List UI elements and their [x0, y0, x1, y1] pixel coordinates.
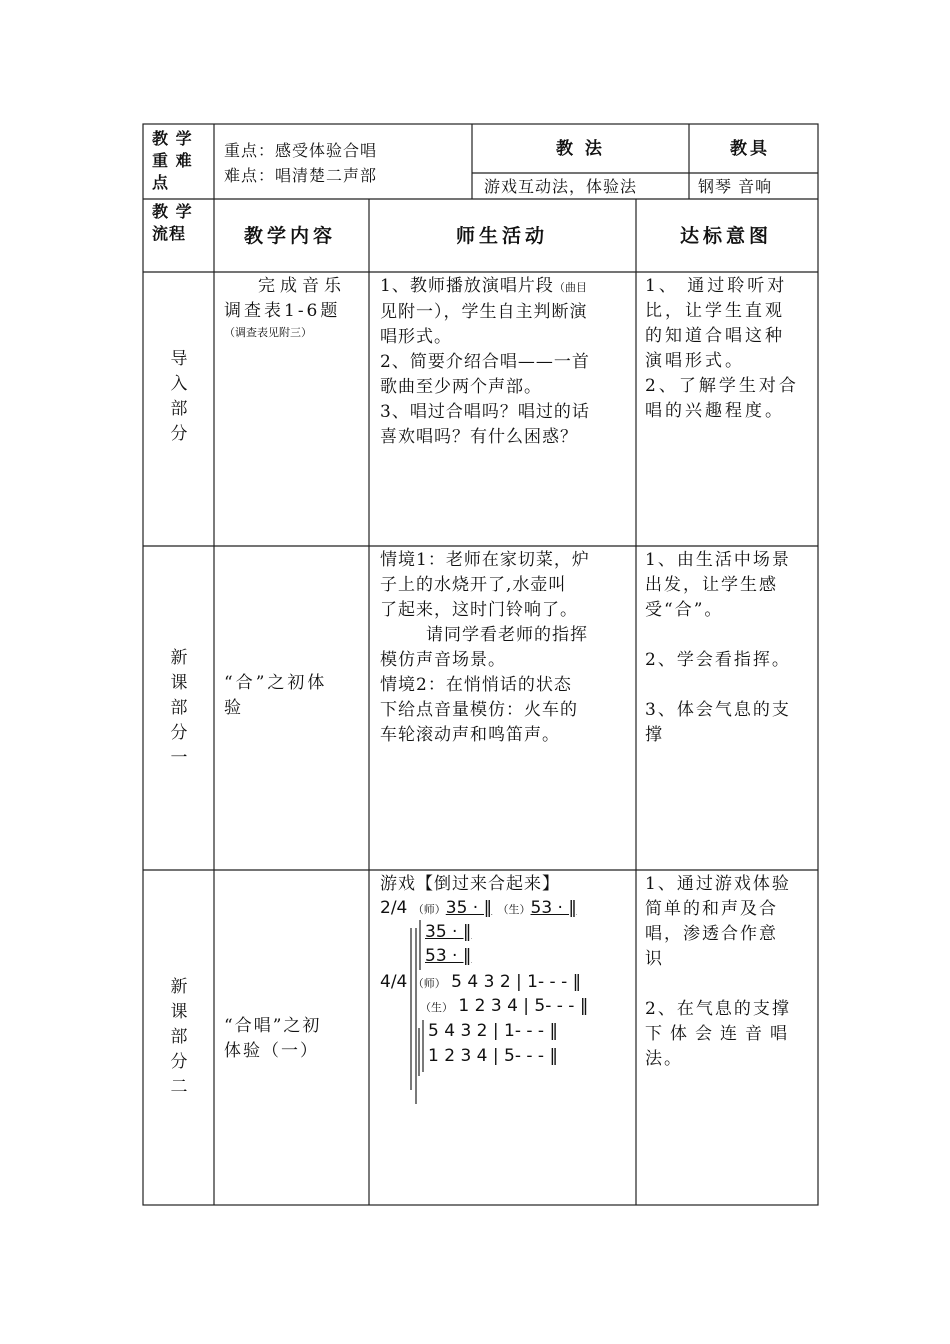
intent-line: 演唱形式。 [645, 351, 745, 371]
activity-line: 了起来，这时门铃响了。 [380, 600, 578, 620]
intent-new-one [645, 548, 815, 748]
content-intro [224, 274, 364, 342]
notation-line-2: 35 · ‖ [425, 922, 472, 942]
content-line: 体验（一） [224, 1041, 319, 1061]
intent-line: 唱的兴趣程度。 [645, 401, 785, 421]
teacher-mark: （师） [412, 903, 446, 916]
intent-line: 2、学会看指挥。 [645, 650, 791, 670]
activity-line: 车轮滚动声和鸣笛声。 [380, 725, 560, 745]
intent-line: 比，让学生直观 [645, 301, 785, 321]
tools-label: 教具 [730, 139, 770, 159]
activity-text: 1、教师播放演唱片段 [380, 276, 554, 296]
activity-line: 情境2：在悄悄话的状态 [380, 675, 572, 695]
stage-new-two [167, 975, 191, 1100]
activity-line: 喜欢唱吗？有什么困惑？ [380, 427, 578, 447]
notes: 5 4 3 2 | 1- - - ‖ [451, 972, 582, 992]
content-line: “合唱”之初 [224, 1016, 322, 1036]
intent-line: 识 [645, 949, 664, 969]
teach-difficulty-label [152, 128, 208, 194]
stage-char: 部 [170, 1027, 188, 1047]
intent-intro [645, 274, 815, 424]
label-line: 点 [152, 173, 170, 192]
activity-line: 见附一），学生自主判断演 [380, 302, 588, 322]
activity-intro [380, 274, 630, 450]
activity-line: 模仿声音场景。 [380, 650, 506, 670]
notation-line-6: 5 4 3 2 | 1- - - ‖ [428, 1021, 558, 1041]
stage-char: 部 [170, 399, 188, 419]
intent-new-two [645, 872, 815, 1072]
student-mark: （生） [497, 903, 531, 916]
stage-char: 导 [170, 349, 188, 369]
intent-line [645, 673, 815, 698]
key-point: 重点：感受体验合唱 [224, 141, 378, 160]
notes: 35 · ‖ [445, 898, 493, 918]
stage-char: 课 [170, 673, 188, 693]
stage-char: 分 [170, 1052, 188, 1072]
stage-char: 分 [170, 424, 188, 444]
activity-line: 歌曲至少两个声部。 [380, 377, 542, 397]
stage-new-one [167, 646, 191, 771]
intent-line: 下体会连音唱 [645, 1024, 795, 1044]
intent-line: 1、 通过聆听对 [645, 276, 788, 296]
student-mark: （生） [420, 1001, 453, 1014]
intent-line: 2、了解学生对合 [645, 376, 799, 396]
content-line: 调查表1-6题 [224, 301, 341, 321]
intent-line: 1、由生活中场景 [645, 550, 791, 570]
activity-line: 2、简要介绍合唱——一首 [380, 352, 590, 372]
stage-char: 分 [170, 723, 188, 743]
content-line: 完成音乐 [258, 276, 346, 296]
stage-intro [167, 347, 191, 447]
activity-line: 情境1：老师在家切菜，炉 [380, 550, 590, 570]
notes: 1 2 3 4 | 5- - - ‖ [458, 996, 589, 1016]
content-line: “合”之初体 [224, 673, 328, 693]
label-line: 教 学 [152, 129, 193, 148]
stage-char: 课 [170, 1002, 188, 1022]
stage-char: 部 [170, 698, 188, 718]
intent-header: 达标意图 [680, 225, 773, 247]
meter: 4/4 [380, 972, 408, 992]
activity-line: 唱形式。 [380, 327, 452, 347]
stage-char: 一 [170, 748, 188, 768]
notation-line-7: 1 2 3 4 | 5- - - ‖ [428, 1046, 558, 1066]
meter: 2/4 [380, 898, 408, 918]
intent-line: 简单的和声及合 [645, 899, 778, 919]
content-line: 验 [224, 698, 244, 718]
activity-line [380, 274, 630, 300]
process-label [152, 201, 210, 245]
intent-line [645, 623, 815, 648]
game-title: 游戏【倒过来合起来】 [380, 874, 560, 894]
notes: 53 · ‖ [530, 898, 577, 918]
label-line: 重 难 [152, 151, 193, 170]
activity-line: 下给点音量模仿：火车的 [380, 700, 578, 720]
activity-header: 师生活动 [456, 225, 549, 247]
content-note: （调查表见附三） [224, 326, 312, 339]
notation-line-1 [380, 897, 577, 921]
intent-line: 撑 [645, 725, 664, 745]
content-header: 教学内容 [244, 225, 337, 247]
intent-line: 受“合”。 [645, 600, 724, 620]
content-new-one [224, 671, 364, 721]
intent-line [645, 972, 815, 997]
stage-char: 二 [170, 1077, 188, 1097]
teacher-mark: （师） [412, 977, 446, 990]
intent-line: 的知道合唱这种 [645, 326, 785, 346]
method-value: 游戏互动法，体验法 [484, 177, 638, 196]
intent-line: 1、通过游戏体验 [645, 874, 791, 894]
activity-new-one [380, 548, 632, 748]
notation-line-3: 53 · ‖ [425, 946, 472, 966]
stage-char: 新 [170, 648, 188, 668]
method-label: 教 法 [556, 139, 605, 159]
notation-line-4 [380, 971, 581, 995]
intent-line: 唱，渗透合作意 [645, 924, 778, 944]
label-line: 教 学 [152, 202, 193, 221]
activity-line: 3、唱过合唱吗？唱过的话 [380, 402, 590, 422]
activity-note: （曲目 [553, 281, 587, 294]
content-new-two [224, 1014, 364, 1064]
stage-char: 入 [170, 374, 188, 394]
difficult-point: 难点：唱清楚二声部 [224, 166, 378, 185]
stage-char: 新 [170, 977, 188, 997]
intent-line: 3、体会气息的支 [645, 700, 791, 720]
activity-line: 请同学看老师的指挥 [426, 625, 588, 645]
intent-line: 出发，让学生感 [645, 575, 778, 595]
intent-line: 法。 [645, 1049, 683, 1069]
intent-line: 2、在气息的支撑 [645, 999, 791, 1019]
label-line: 流程 [152, 224, 187, 243]
activity-line: 子上的水烧开了,水壶叫 [380, 575, 567, 595]
notation-line-5 [420, 995, 588, 1019]
tools-value: 钢琴 音响 [698, 177, 773, 196]
